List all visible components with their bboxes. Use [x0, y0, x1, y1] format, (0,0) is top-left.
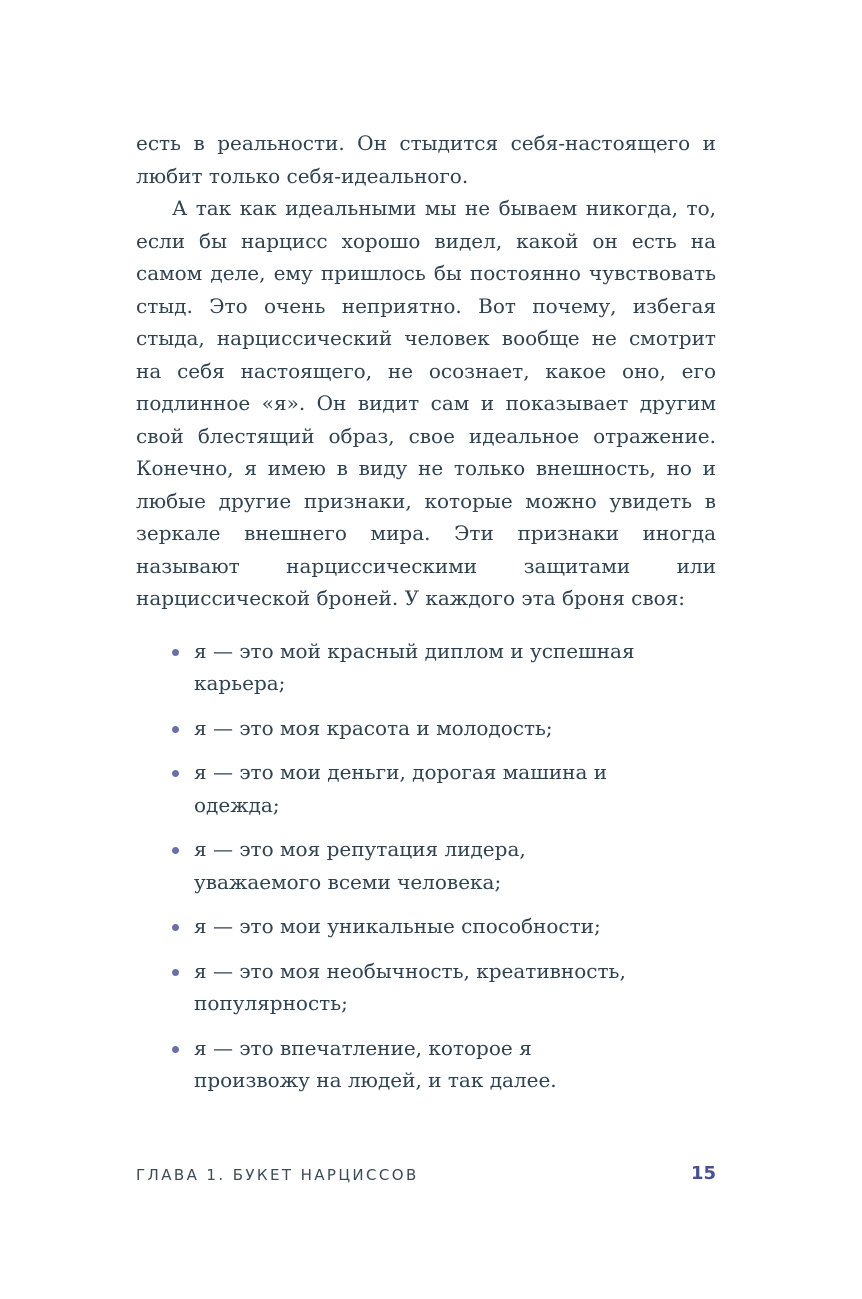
list-item	[194, 833, 636, 898]
list-item	[194, 955, 636, 1020]
list-item-text: я — это мои уникальные способности;	[194, 914, 601, 938]
page-number: 15	[690, 1163, 716, 1184]
body-text	[136, 127, 716, 1109]
list-item	[194, 712, 636, 745]
list-item	[194, 910, 636, 943]
list-item	[194, 635, 636, 700]
paragraph-continuation: есть в реальности. Он стыдится себя-настоящего и любит только себя-идеального.	[136, 131, 716, 188]
list-item-text: я — это моя необычность, креативность, популярность;	[194, 958, 626, 1015]
list-item-text: я — это моя репутация лидера, уважаемого всеми человека;	[194, 837, 526, 894]
bullet-dot-icon	[172, 847, 179, 854]
list-item	[194, 756, 636, 821]
list-item-text: я — это мои деньги, дорогая машина и одежда;	[194, 760, 608, 817]
list-item-text: я — это моя красота и молодость;	[194, 715, 553, 740]
running-footer-chapter: ГЛАВА 1. БУКЕТ НАРЦИССОВ	[136, 1166, 419, 1184]
bullet-dot-icon	[172, 924, 179, 931]
bullet-dot-icon	[172, 770, 179, 777]
bullet-list	[136, 635, 636, 1097]
list-item	[194, 1032, 636, 1097]
bullet-dot-icon	[172, 969, 179, 976]
list-item-text: я — это мой красный диплом и успешная карьера;	[194, 638, 635, 695]
bullet-dot-icon	[172, 649, 179, 656]
paragraph-main: А так как идеальными мы не бываем никогда, то, если бы нарцисс хорошо видел, какой он есть на самом деле, ему пришлось бы постоянно чувствовать стыд. Это очень неприятно. Вот почему, избегая стыда, нарциссический человек вообще не смотрит на себя настоящего, не осознает, какое оно, его подлинное «я». Он видит сам и показывает другим свой блестящий образ, свое идеальное отражение. Конечно, я имею в виду не только внешность, но и любые другие признаки, которые можно увидеть в зеркале внешнего мира. Эти признаки иногда называют нарциссическими защитами или нарциссической броней. У каждого эта броня своя:	[136, 196, 716, 610]
list-item-text: я — это впечатление, которое я произвожу на людей, и так далее.	[194, 1035, 557, 1092]
bullet-dot-icon	[172, 726, 179, 733]
bullet-dot-icon	[172, 1046, 179, 1053]
